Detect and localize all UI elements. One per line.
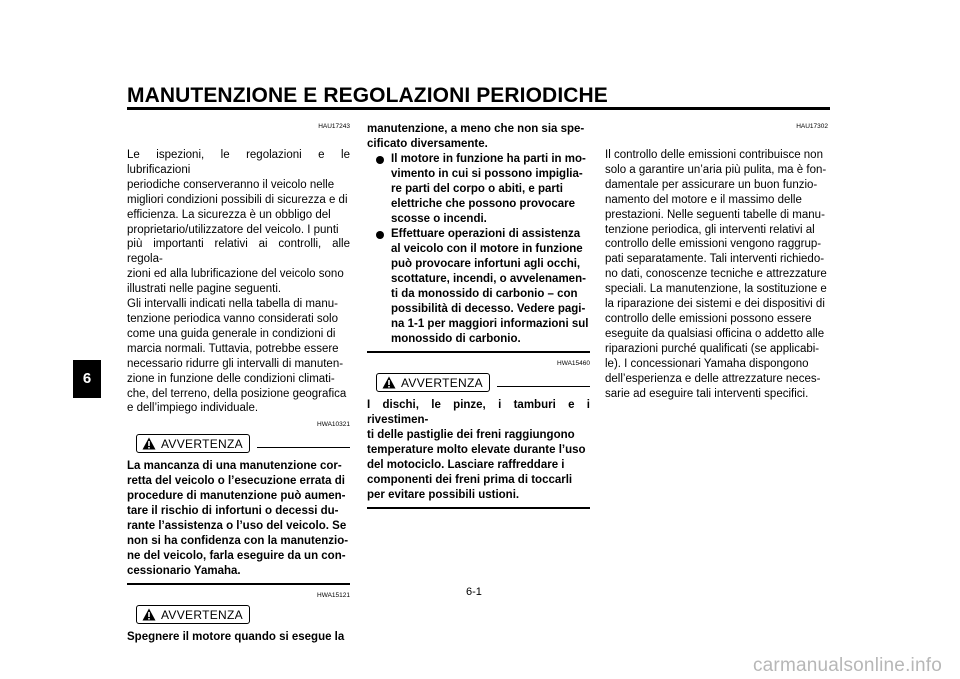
warning-text: manutenzione, a meno che non sia spe- cificato diversamente. [367,123,585,150]
warning-label: AVVERTENZA [401,375,483,390]
page-number: 6-1 [466,586,482,598]
warning-label: AVVERTENZA [161,436,243,451]
column-1 [127,122,350,645]
warning-header [127,603,350,627]
bullet-icon [376,231,384,239]
warning-rule [497,386,590,387]
warning-bullet-list [367,152,590,347]
intro-paragraph: Le ispezioni, le regolazioni e le lubrificazioni periodiche conserveranno il veicolo nelle migliori condizioni possibili di sicurezza e di efficienza. La sicurezza è un obbligo del proprietario/utilizzatore del veicolo. I punti più importanti relativi ai controlli, alle regola- zioni ed alla lubrificazione del veicolo sono illustrati nelle pagine seguenti. [127,149,350,296]
section-code: HAU17243 [318,123,350,130]
warning-code: HWA10321 [317,421,350,429]
list-item: Il motore in funzione ha parti in mo- vimento in cui si possono impiglia- re parti del corpo o abiti, e parti elettriche che possono provocare scosse o incendi. [367,152,590,227]
warning-badge [376,373,490,392]
chapter-tab: 6 [73,360,101,398]
warning-badge [136,605,250,624]
title-rule [127,107,830,110]
warning-code: HWA15121 [317,592,350,600]
warning-text: La mancanza di una manutenzione cor- retta del veicolo o l’esecuzione errata di procedure di manutenzione può aumen- tare il rischio di infortuni o decessi du- rante l’assistenza o l’uso del veicolo. Se non si ha confidenza con la manutenzio- ne del veicolo, farla eseguire da un con- cessionario Yamaha. [127,460,349,578]
warning-text: Spegnere il motore quando si esegue la [127,631,345,644]
list-item: Effettuare operazioni di assistenza al veicolo con il motore in funzione può provocare infortuni agli occhi, scottature, incendi, o avvelenamen- ti da monossido di carbonio – con possibilità di decesso. Vedere pagi- na 1-1 per maggiori informazioni sul monossido di carbonio. [367,227,590,347]
warning-text: I dischi, le pinze, i tamburi e i rivestimen- ti delle pastiglie dei freni raggiungono temperature molto elevate durante l’uso del motociclo. Lasciare raffreddare i componenti dei freni prima di toccarli per evitare possibili ustioni. [367,399,590,501]
section-code: HAU17302 [796,123,828,130]
warning-label: AVVERTENZA [161,607,243,622]
warning-end-rule [367,507,590,509]
column-3 [605,122,828,401]
watermark: carmanualsonline.info [752,655,942,676]
warning-badge [136,434,250,453]
warning-header [127,432,350,456]
column-2 [367,122,590,515]
warning-end-rule [127,583,350,585]
page-title: MANUTENZIONE E REGOLAZIONI PERIODICHE [127,84,608,107]
emissions-paragraph: Il controllo delle emissioni contribuisce non solo a garantire un’aria più pulita, ma è fon- damentale per assicurare un buon funzio- namento del motore e il massimo delle prestazioni. Nelle seguenti tabelle di manu- tenzione periodica, gli interventi relativi al controllo delle emissioni vengono raggrup- pati separatamente. Tali interventi richiedo- no dati, conoscenze tecniche e attrezzature speciali. La manutenzione, la sostituzione e la riparazione dei sistemi e dei dispositivi di controllo delle emissioni possono essere eseguite da qualsiasi officina o addetto alle riparazioni purché qualificati (se applicabi- le). I concessionari Yamaha dispongono dell’esperienza e delle attrezzature neces- sarie ad eseguire tali interventi specifici. [605,149,827,400]
intervals-paragraph: Gli intervalli indicati nella tabella di manu- tenzione periodica vanno considerati solo come una guida generale in condizioni di marcia normali. Tuttavia, potrebbe essere necessario ridurre gli intervalli di manuten- zione in funzione delle condizioni climati- che, del terreno, della posizione geografica e dell’impiego individuale. [127,298,347,415]
warning-rule [257,447,350,448]
warning-end-rule [367,351,590,353]
warning-header [367,371,590,395]
warning-triangle-icon [142,608,156,621]
warning-triangle-icon [142,437,156,450]
warning-triangle-icon [382,376,396,389]
warning-code: HWA15460 [557,360,590,367]
bullet-icon [376,156,384,164]
